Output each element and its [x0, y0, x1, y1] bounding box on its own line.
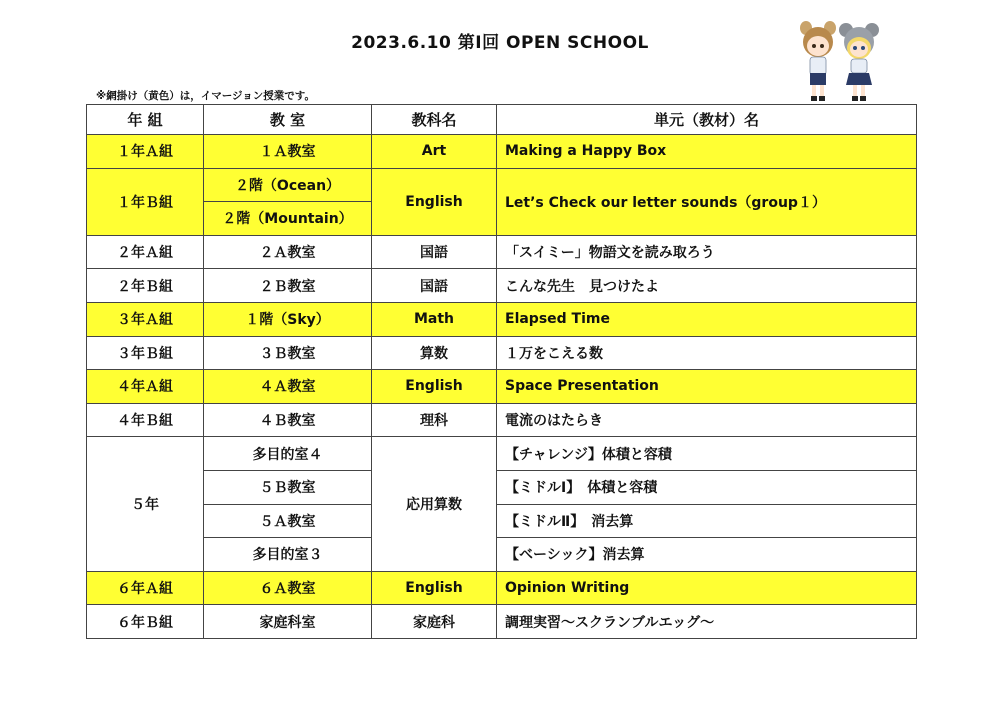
table-row [87, 370, 917, 404]
subject-cell: 国語 [372, 235, 497, 269]
table-row [87, 571, 917, 605]
grade-cell: ６年Ａ組 [87, 571, 204, 605]
table-row [87, 605, 917, 639]
open-school-schedule-table [86, 104, 917, 639]
subject-cell: Art [372, 135, 497, 169]
grade-cell: ２年Ｂ組 [87, 269, 204, 303]
table-row [87, 437, 917, 471]
immersion-note: ※網掛け（黄色）は，イマージョン授業です。 [96, 90, 315, 102]
header-room: 教 室 [204, 105, 372, 135]
table-row [87, 269, 917, 303]
school-mascots-illustration [790, 18, 886, 106]
room-cell: ２階（Mountain） [204, 202, 372, 236]
room-cell: 多目的室４ [204, 437, 372, 471]
unit-cell: Opinion Writing [497, 571, 917, 605]
subject-cell: 算数 [372, 336, 497, 370]
grade-cell: ６年Ｂ組 [87, 605, 204, 639]
unit-cell: こんな先生 見つけたよ [497, 269, 917, 303]
table-row [87, 504, 917, 538]
header-grade: 年 組 [87, 105, 204, 135]
unit-cell: 調理実習～スクランブルエッグ～ [497, 605, 917, 639]
table-row [87, 235, 917, 269]
room-cell: ２Ａ教室 [204, 235, 372, 269]
subject-cell: 家庭科 [372, 605, 497, 639]
table-row [87, 135, 917, 169]
room-cell: ６Ａ教室 [204, 571, 372, 605]
grade-cell: ３年Ａ組 [87, 302, 204, 336]
grade-cell: ５年 [87, 437, 204, 571]
unit-cell: Let’s Check our letter sounds（group１） [497, 168, 917, 235]
room-cell: １階（Sky） [204, 302, 372, 336]
room-cell: 家庭科室 [204, 605, 372, 639]
subject-cell: English [372, 370, 497, 404]
unit-cell: 【ベーシック】消去算 [497, 538, 917, 572]
table-row [87, 470, 917, 504]
subject-cell: English [372, 571, 497, 605]
subject-cell: 応用算数 [372, 437, 497, 571]
grade-cell: １年Ｂ組 [87, 168, 204, 235]
table-row [87, 538, 917, 572]
grade-cell: ４年Ｂ組 [87, 403, 204, 437]
table-row [87, 336, 917, 370]
subject-cell: 国語 [372, 269, 497, 303]
page-title: 2023.6.10 第Ⅰ回 OPEN SCHOOL [351, 33, 649, 53]
unit-cell: １万をこえる数 [497, 336, 917, 370]
subject-cell: Math [372, 302, 497, 336]
grade-cell: ３年Ｂ組 [87, 336, 204, 370]
header-unit: 単元（教材）名 [497, 105, 917, 135]
room-cell: 多目的室３ [204, 538, 372, 572]
unit-cell: 「スイミー」物語文を読み取ろう [497, 235, 917, 269]
subject-cell: 理科 [372, 403, 497, 437]
room-cell: ５Ｂ教室 [204, 470, 372, 504]
unit-cell: Making a Happy Box [497, 135, 917, 169]
unit-cell: 【ミドルⅡ】 消去算 [497, 504, 917, 538]
grade-cell: １年Ａ組 [87, 135, 204, 169]
room-cell: ４Ｂ教室 [204, 403, 372, 437]
grade-cell: ２年Ａ組 [87, 235, 204, 269]
room-cell: ２Ｂ教室 [204, 269, 372, 303]
room-cell: ２階（Ocean） [204, 168, 372, 202]
table-row [87, 403, 917, 437]
table-row [87, 302, 917, 336]
table-row [87, 168, 917, 202]
room-cell: ５Ａ教室 [204, 504, 372, 538]
mascot-girl-icon [839, 23, 879, 101]
mascot-boy-icon [800, 21, 836, 101]
room-cell: ３Ｂ教室 [204, 336, 372, 370]
unit-cell: 【ミドルⅠ】 体積と容積 [497, 470, 917, 504]
header-subject: 教科名 [372, 105, 497, 135]
room-cell: １Ａ教室 [204, 135, 372, 169]
unit-cell: 電流のはたらき [497, 403, 917, 437]
unit-cell: Space Presentation [497, 370, 917, 404]
unit-cell: Elapsed Time [497, 302, 917, 336]
grade-cell: ４年Ａ組 [87, 370, 204, 404]
table-header-row [87, 105, 917, 135]
room-cell: ４Ａ教室 [204, 370, 372, 404]
subject-cell: English [372, 168, 497, 235]
unit-cell: 【チャレンジ】体積と容積 [497, 437, 917, 471]
